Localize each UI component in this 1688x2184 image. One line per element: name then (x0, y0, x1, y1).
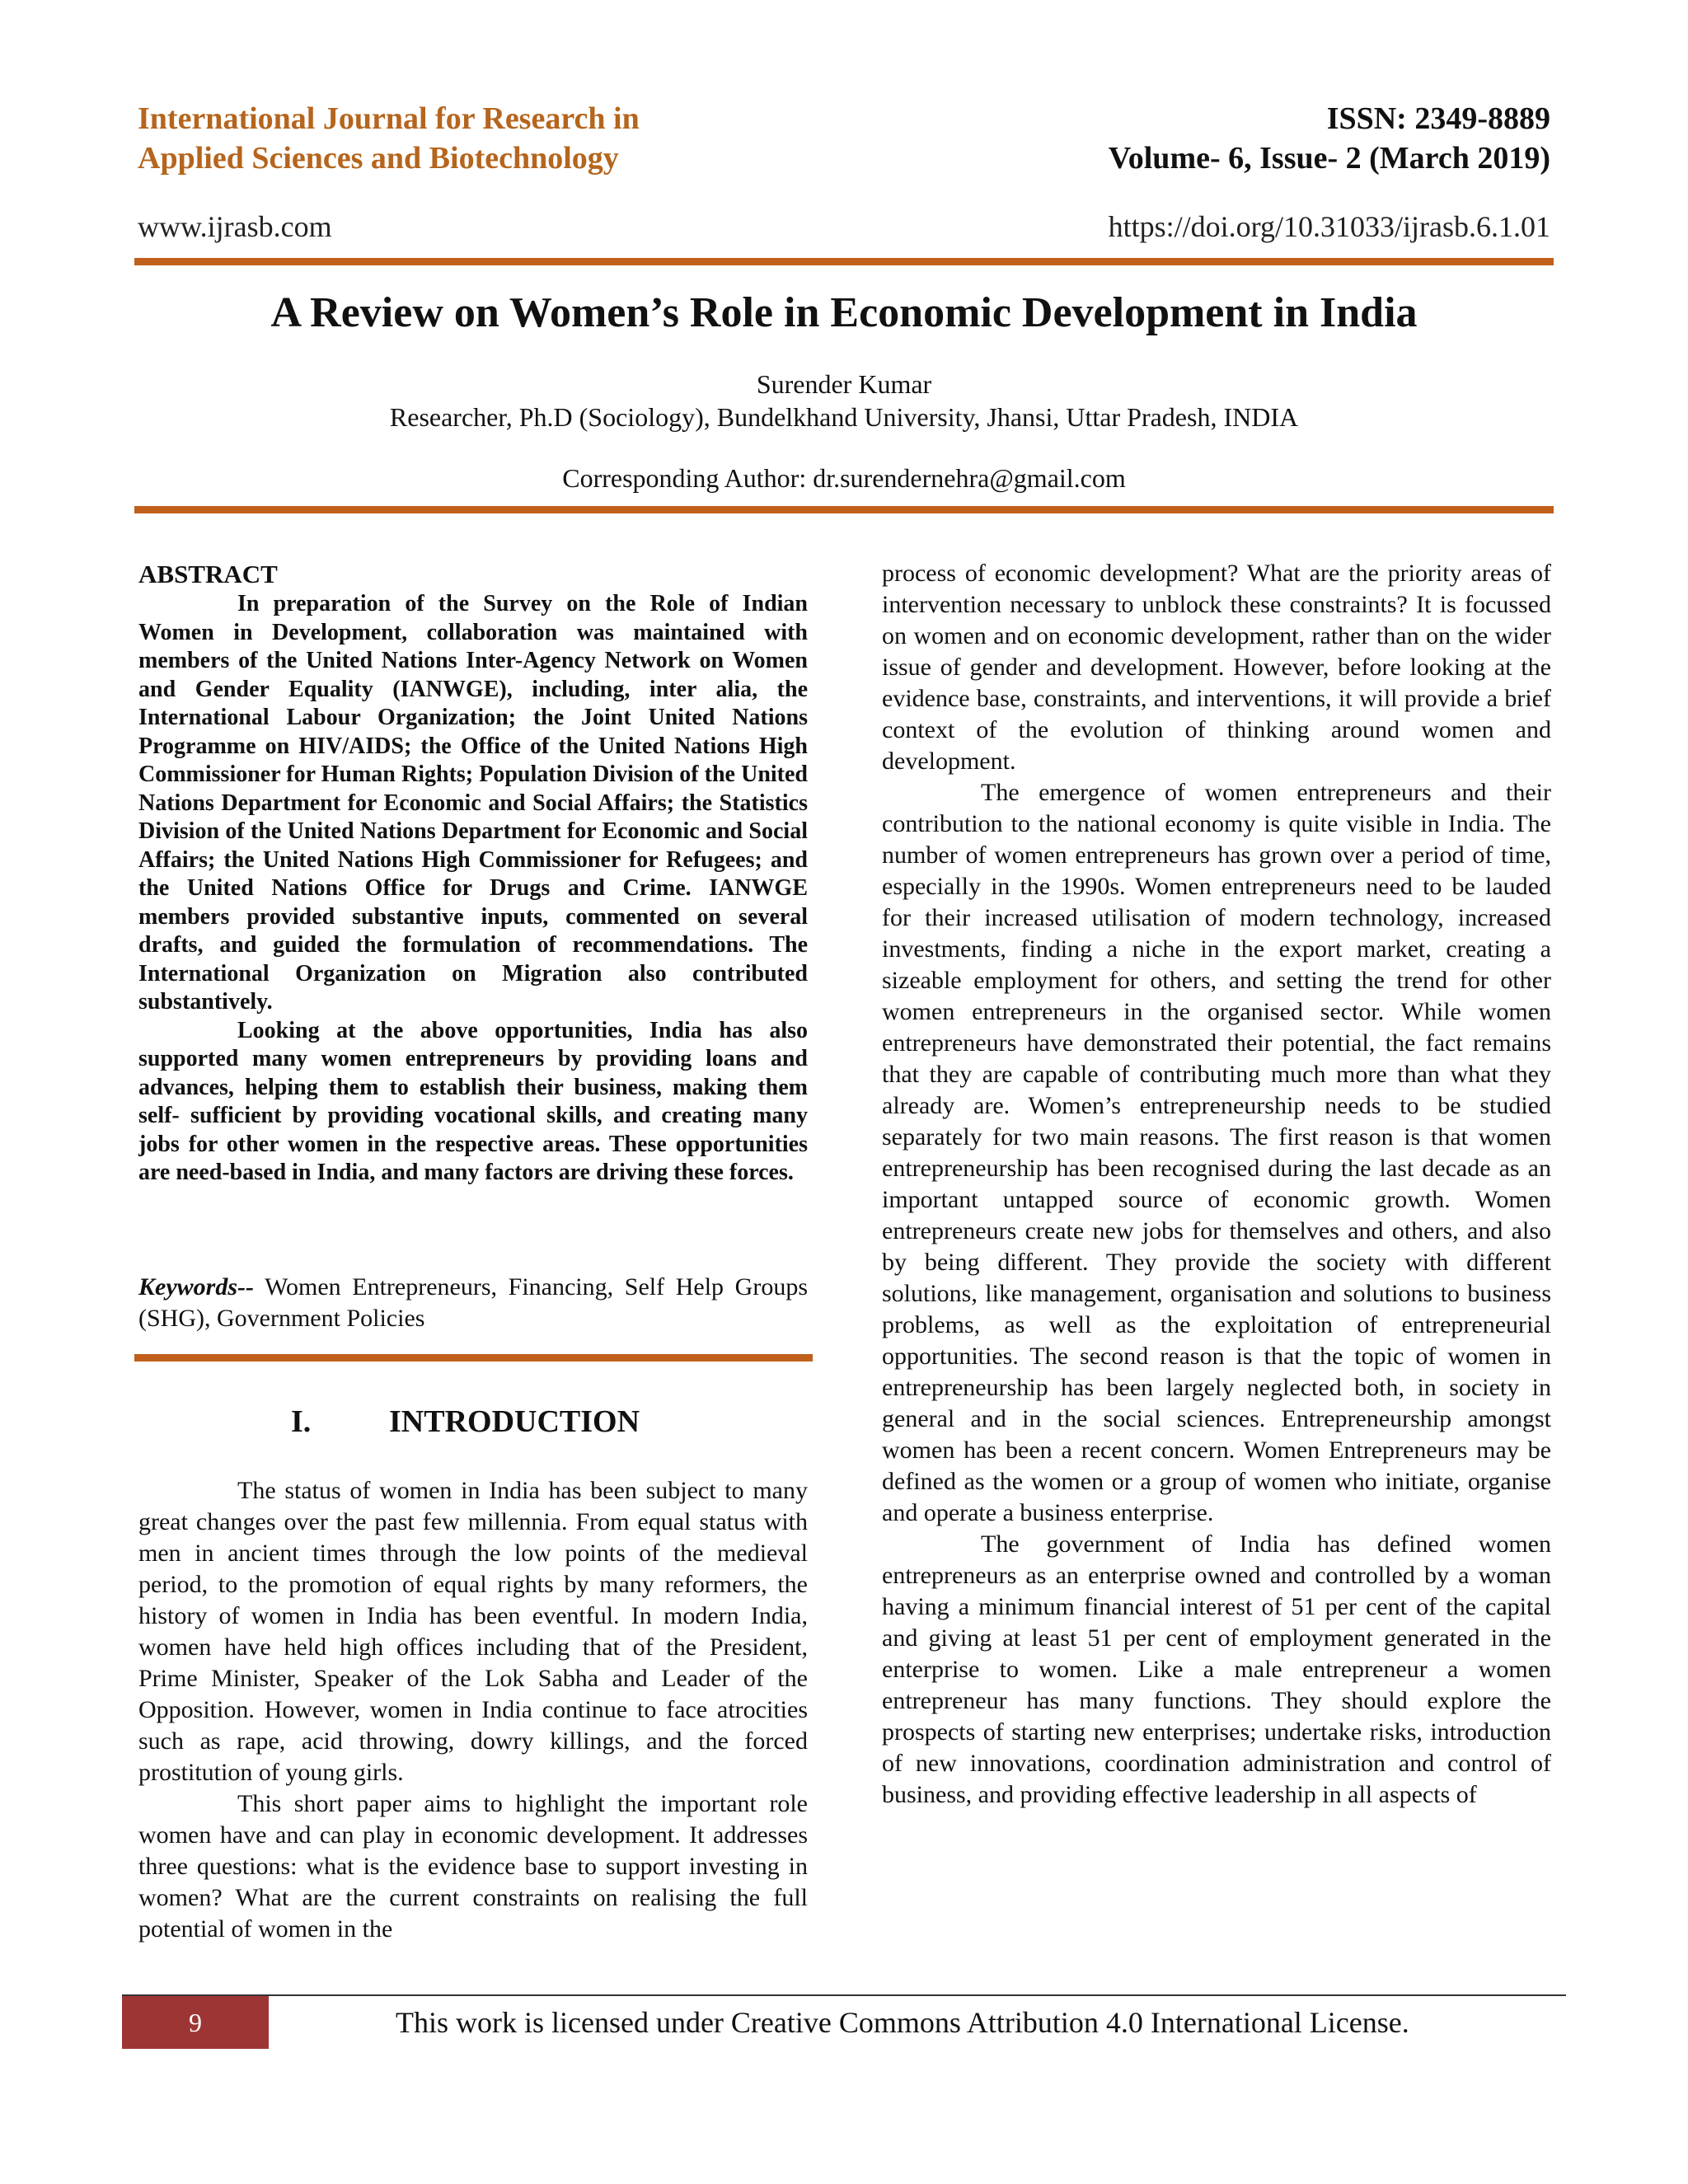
journal-name-line1: International Journal for Research in (138, 101, 640, 136)
page-number: 9 (122, 1996, 269, 2049)
volume-issue: Volume- 6, Issue- 2 (March 2019) (1108, 141, 1550, 176)
author-name: Surender Kumar (756, 369, 932, 399)
corresponding-author: Corresponding Author: dr.surendernehra@gmail.com (562, 463, 1126, 493)
license-text: This work is licensed under Creative Commons Attribution 4.0 International License. (396, 2006, 1409, 2039)
abstract-body (138, 590, 808, 1188)
section-number: I. (291, 1404, 312, 1439)
url-row (138, 209, 1550, 245)
intro-paragraph-2: This short paper aims to highlight the important role women have and can play in economic development. It addresses three questions: what is the evidence base to support investing in women? What are the current constraints on realising the full potential of women in the (138, 1790, 808, 1943)
issue-info (1109, 99, 1550, 178)
journal-name (138, 99, 640, 178)
website-link[interactable]: www.ijrasb.com (138, 210, 332, 243)
abstract-paragraph-1: In preparation of the Survey on the Role of Indian Women in Development, collaboration was maintained with members of the United Nations Inter-Agency Network on Women and Gender Equality (IANWGE), including, inter alia, the International Labour Organization; the Joint United Nations Programme on HIV/AIDS; the Office of the United Nations High Commissioner for Human Rights; Population Division of the United Nations Department for Economic and Social Affairs; the Statistics Division of the United Nations Department for Economic and Social Affairs; the United Nations High Commissioner for Refugees; and the United Nations Office for Drugs and Crime. IANWGE members provided substantive inputs, commented on several drafts, and guided the formulation of recommendations. The International Organization on Migration also contributed substantively. (138, 591, 808, 1015)
right-paragraph-2: The emergence of women entrepreneurs and their contribution to the national economy is quite visible in India. The number of women entrepreneurs has grown over a period of time, especially in the 1990s. Women entrepreneurs need to be lauded for their increased utilisation of modern technology, increased investments, finding a niche in the export market, creating a sizeable employment for others, and setting the trend for other women entrepreneurs in the organised sector. While women entrepreneurs have demonstrated their potential, the fact remains that they are capable of contributing much more than what they already are. Women’s entrepreneurship needs to be studied separately for two main reasons. The first reason is that women entrepreneurship has been recognised during the last decade as an important untapped source of economic growth. Women entrepreneurs create new jobs for themselves and others, and also by being different. They provide the society with different solutions, like management, organisation and solutions to business problems, as well as the exploitation of entrepreneurial opportunities. The second reason is that the topic of women in entrepreneurship has been largely neglected both, in society in general and in the social sciences. Entrepreneurship amongst women has been a recent concern. Women Entrepreneurs may be defined as the women or a group of women who initiate, organise and operate a business enterprise. (882, 779, 1551, 1526)
abstract-heading: ABSTRACT (138, 560, 278, 588)
right-column-body (882, 558, 1551, 1811)
issn: ISSN: 2349-8889 (1326, 101, 1550, 136)
paper-title: A Review on Women’s Role in Economic Development in India (270, 289, 1418, 336)
author-affiliation: Researcher, Ph.D (Sociology), Bundelkhand University, Jhansi, Uttar Pradesh, INDIA (389, 402, 1299, 432)
right-paragraph-3: The government of India has defined women entrepreneurs as an enterprise owned and controlled by a woman having a minimum financial interest of 51 per cent of the capital and giving at least 51 per cent of employment generated in the enterprise to women. Like a male entrepreneur a women entrepreneur has many functions. They should explore the prospects of starting new enterprises; undertake risks, introduction of new innovations, coordination administration and control of business, and providing effective leadership in all aspects of (882, 1530, 1551, 1808)
intro-paragraph-1: The status of women in India has been subject to many great changes over the past few millennia. From equal status with men in ancient times through the low points of the medieval period, to the promotion of equal rights by many reformers, the history of women in India has been eventful. In modern India, women have held high offices including that of the President, Prime Minister, Speaker of the Lok Sabha and Leader of the Opposition. However, women in India continue to face atrocities such as rape, acid throwing, dowry killings, and the forced prostitution of young girls. (138, 1477, 808, 1786)
header-divider (134, 258, 1554, 265)
footer-divider (122, 1994, 1566, 1996)
doi-link[interactable]: https://doi.org/10.31033/ijrasb.6.1.01 (1108, 210, 1550, 243)
section-title: INTRODUCTION (389, 1404, 640, 1439)
abstract-paragraph-2: Looking at the above opportunities, India has also supported many women entrepreneurs by providing loans and advances, helping them to establish their business, making them self- sufficient by providing vocational skills, and creating many jobs for other women in the respective areas. These opportunities are need-based in India, and many factors are driving these forces. (138, 1017, 808, 1185)
introduction-body (138, 1475, 808, 1945)
right-paragraph-1: process of economic development? What are the priority areas of intervention necessary to unblock these constraints? It is focussed on women and on economic development, rather than on the wider issue of gender and development. However, before looking at the evidence base, constraints, and interventions, it will provide a brief context of the evolution of thinking around women and development. (882, 560, 1551, 775)
keywords (138, 1272, 808, 1334)
keywords-text: Women Entrepreneurs, Financing, Self Help Groups (SHG), Government Policies (138, 1273, 808, 1332)
journal-name-line2: Applied Sciences and Biotechnology (138, 141, 619, 176)
keywords-label: Keywords-- (138, 1273, 254, 1301)
title-divider (134, 506, 1554, 513)
keywords-divider (134, 1354, 813, 1361)
author-block (0, 368, 1688, 434)
